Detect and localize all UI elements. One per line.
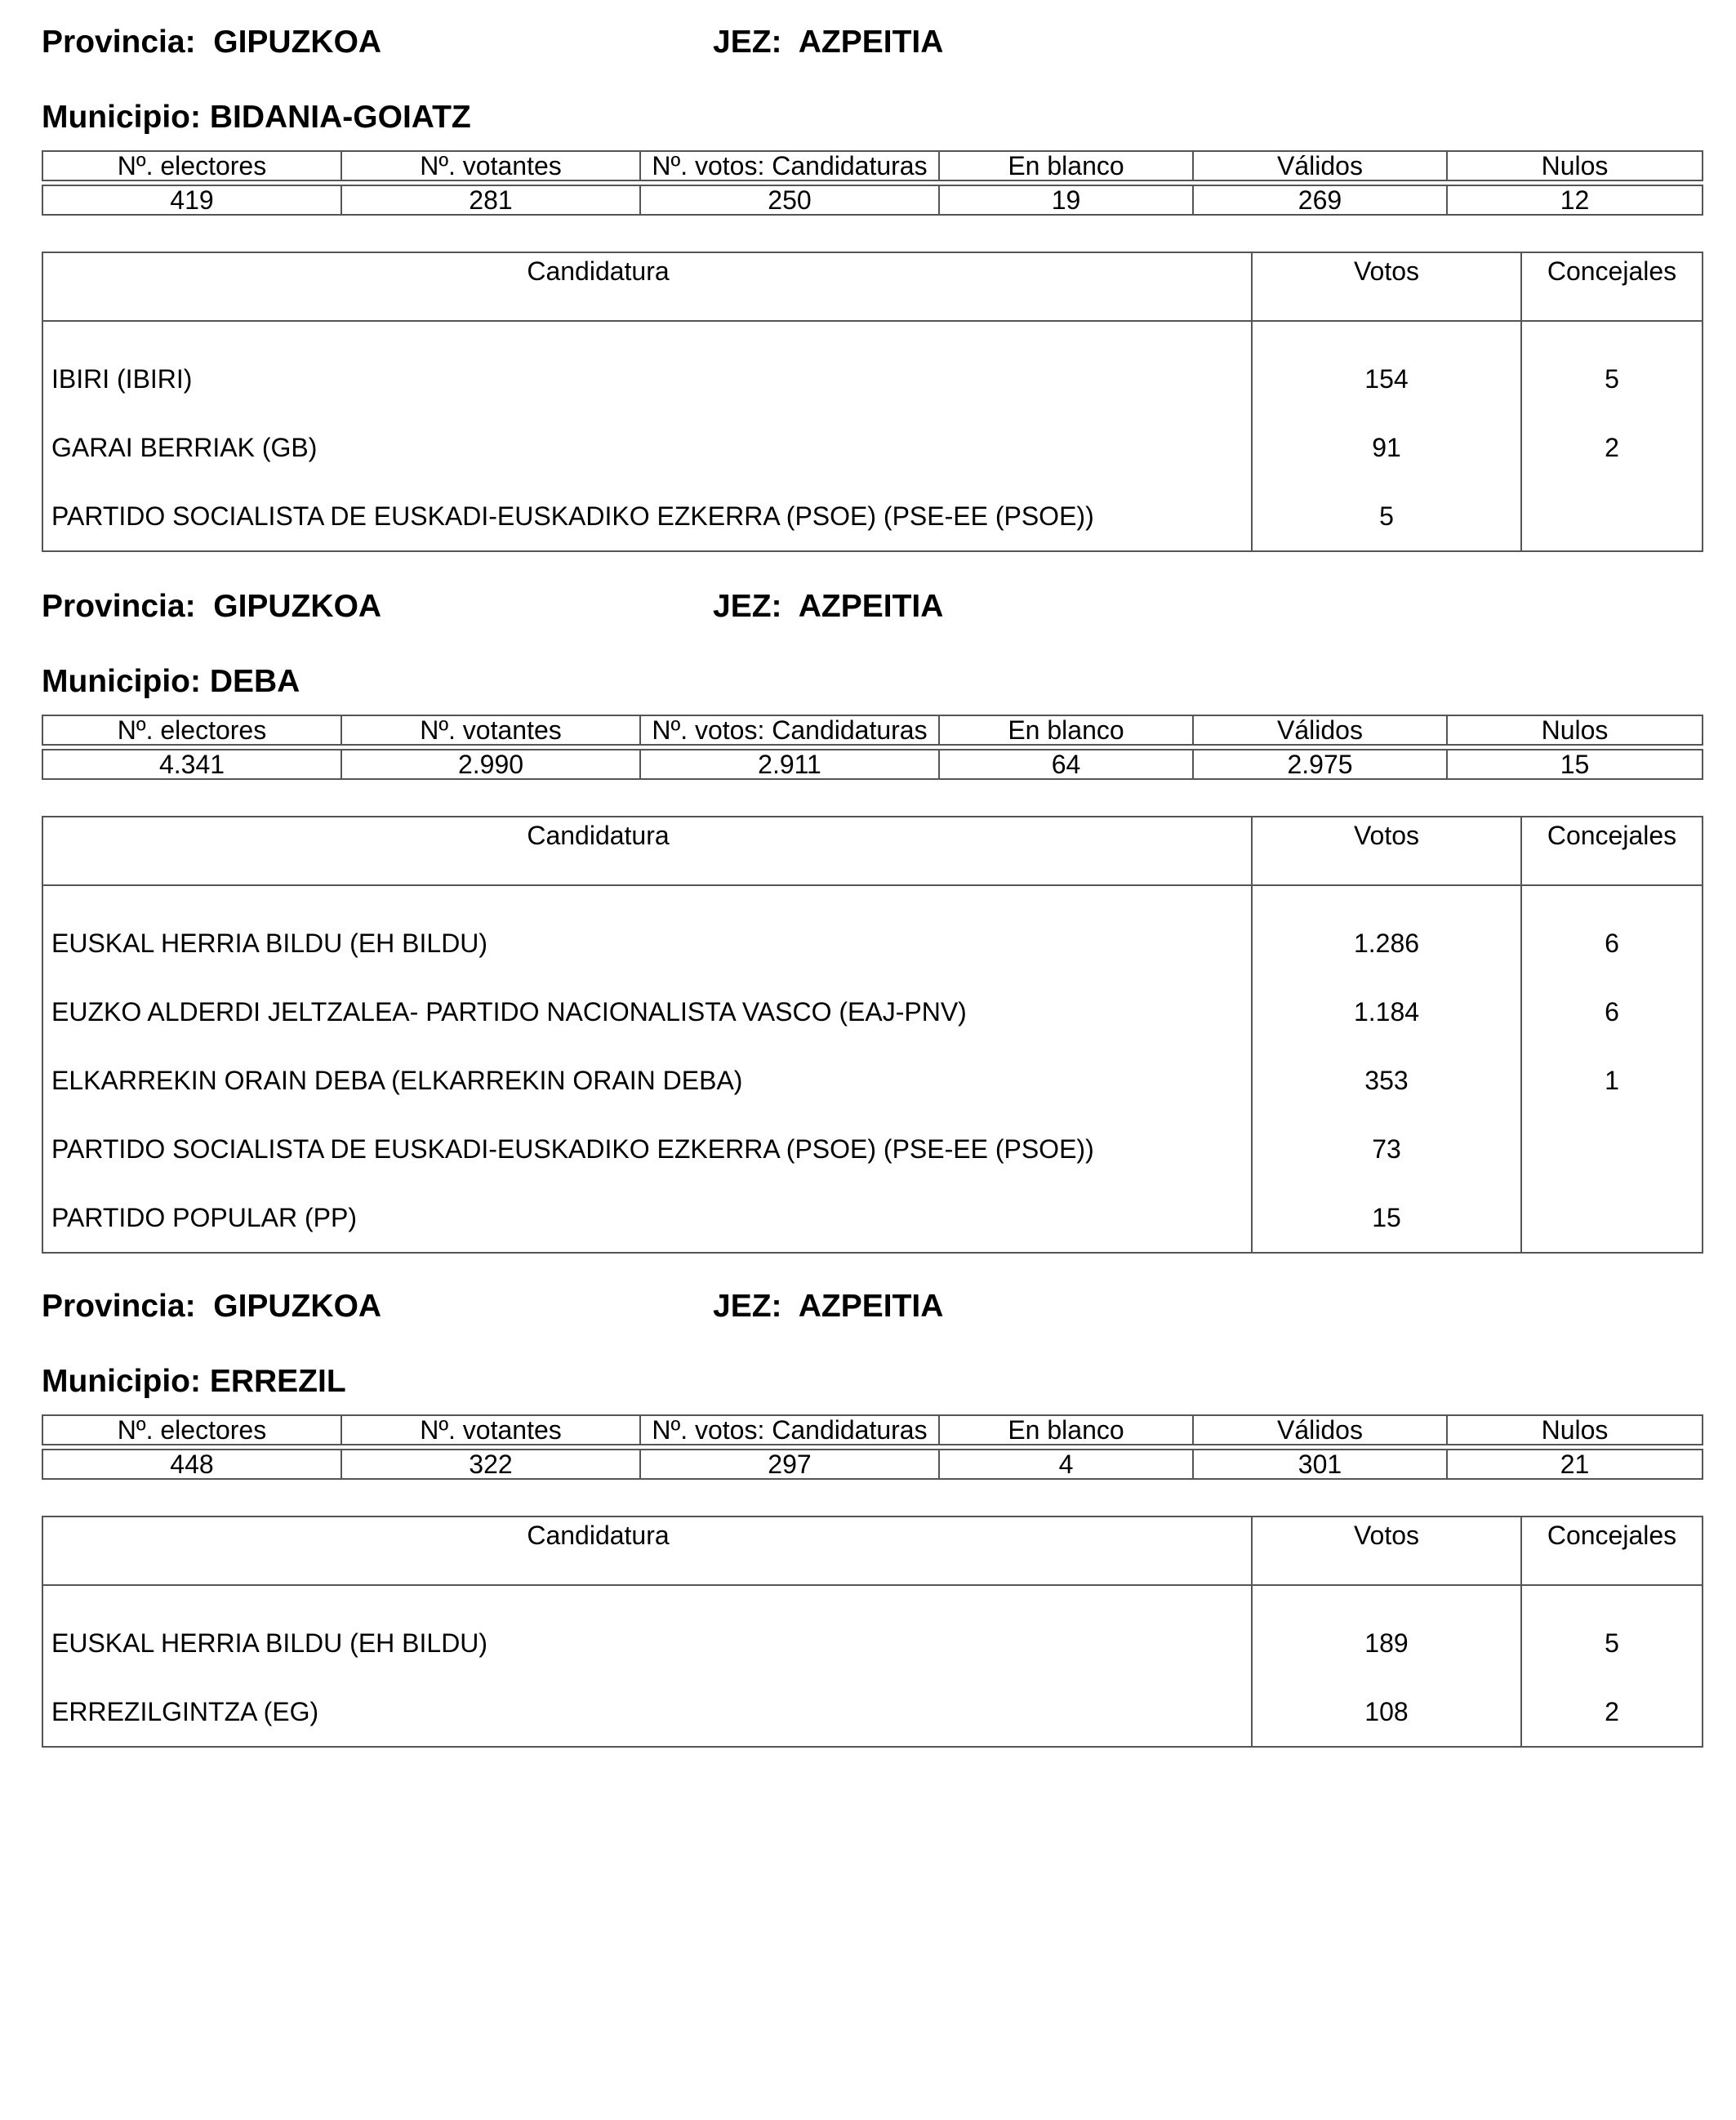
candidate-row xyxy=(42,978,1703,1046)
province-value: GIPUZKOA xyxy=(213,589,382,624)
jez-line xyxy=(713,24,943,60)
summary-header-cell: Nº. votos: Candidaturas xyxy=(640,1415,939,1445)
summary-value-cell: 2.911 xyxy=(640,750,939,779)
candidates-table xyxy=(42,816,1703,1254)
summary-value-cell: 19 xyxy=(939,185,1193,215)
summary-header-cell: Válidos xyxy=(1193,1415,1447,1445)
summary-value-row xyxy=(42,750,1703,779)
jez-line xyxy=(713,1289,943,1325)
candidate-seats: 2 xyxy=(1521,1677,1703,1747)
candidate-seats: 2 xyxy=(1521,413,1703,482)
province-line xyxy=(42,589,381,625)
summary-header-cell: Nº. electores xyxy=(42,1415,341,1445)
candidate-name: EUSKAL HERRIA BILDU (EH BILDU) xyxy=(42,909,1252,978)
summary-value-cell: 2.975 xyxy=(1193,750,1447,779)
province-header xyxy=(42,24,1702,73)
candidate-row xyxy=(42,1046,1703,1115)
summary-table xyxy=(42,150,1703,216)
candidatura-header: Candidatura xyxy=(42,252,1252,321)
candidate-name: GARAI BERRIAK (GB) xyxy=(42,413,1252,482)
candidate-votes: 91 xyxy=(1252,413,1521,482)
jez-value: AZPEITIA xyxy=(798,1289,944,1324)
candidate-name: PARTIDO SOCIALISTA DE EUSKADI-EUSKADIKO EZKERRA (PSOE) (PSE-EE (PSOE)) xyxy=(42,1115,1252,1183)
candidate-name: IBIRI (IBIRI) xyxy=(42,345,1252,413)
candidate-votes: 108 xyxy=(1252,1677,1521,1747)
candidate-votes: 1.184 xyxy=(1252,978,1521,1046)
summary-value-cell: 448 xyxy=(42,1450,341,1479)
province-line xyxy=(42,24,381,60)
summary-header-cell: Nulos xyxy=(1447,151,1703,180)
summary-value-cell: 64 xyxy=(939,750,1193,779)
concejales-header: Concejales xyxy=(1521,817,1703,885)
province-label: Provincia: xyxy=(42,24,196,60)
candidatura-header: Candidatura xyxy=(42,817,1252,885)
candidates-header-row xyxy=(42,1517,1703,1585)
province-label: Provincia: xyxy=(42,589,196,624)
candidate-seats: 6 xyxy=(1521,978,1703,1046)
jez-value: AZPEITIA xyxy=(798,24,944,60)
municipality-label: Municipio: xyxy=(42,664,201,699)
municipality-value: BIDANIA-GOIATZ xyxy=(209,100,471,135)
candidate-row xyxy=(42,482,1703,551)
municipality-label: Municipio: xyxy=(42,100,201,135)
candidate-row xyxy=(42,1115,1703,1183)
candidate-seats: 1 xyxy=(1521,1046,1703,1115)
summary-header-cell: En blanco xyxy=(939,1415,1193,1445)
summary-value-row xyxy=(42,1450,1703,1479)
candidate-name: PARTIDO SOCIALISTA DE EUSKADI-EUSKADIKO EZKERRA (PSOE) (PSE-EE (PSOE)) xyxy=(42,482,1252,551)
province-value: GIPUZKOA xyxy=(213,24,382,60)
province-header xyxy=(42,1289,1702,1338)
candidate-votes: 73 xyxy=(1252,1115,1521,1183)
province-line xyxy=(42,1289,381,1325)
candidate-seats xyxy=(1521,1115,1703,1183)
candidate-votes: 154 xyxy=(1252,345,1521,413)
candidate-votes: 189 xyxy=(1252,1609,1521,1677)
candidates-header-row xyxy=(42,817,1703,885)
summary-header-row xyxy=(42,1415,1703,1445)
candidate-votes: 15 xyxy=(1252,1183,1521,1253)
candidate-votes: 1.286 xyxy=(1252,909,1521,978)
candidate-name: ERREZILGINTZA (EG) xyxy=(42,1677,1252,1747)
candidate-votes: 5 xyxy=(1252,482,1521,551)
jez-label: JEZ: xyxy=(713,24,782,60)
candidate-seats xyxy=(1521,1183,1703,1253)
candidates-table xyxy=(42,1516,1703,1748)
summary-value-cell: 297 xyxy=(640,1450,939,1479)
summary-value-cell: 250 xyxy=(640,185,939,215)
municipality-section xyxy=(42,1289,1702,1748)
candidate-name: EUZKO ALDERDI JELTZALEA- PARTIDO NACIONALISTA VASCO (EAJ-PNV) xyxy=(42,978,1252,1046)
province-header xyxy=(42,589,1702,638)
candidate-seats xyxy=(1521,482,1703,551)
municipality-section xyxy=(42,589,1702,1254)
summary-value-cell: 12 xyxy=(1447,185,1703,215)
summary-value-cell: 419 xyxy=(42,185,341,215)
summary-value-cell: 269 xyxy=(1193,185,1447,215)
summary-value-cell: 21 xyxy=(1447,1450,1703,1479)
summary-header-row xyxy=(42,715,1703,745)
summary-value-cell: 4.341 xyxy=(42,750,341,779)
votos-header: Votos xyxy=(1252,252,1521,321)
summary-value-cell: 281 xyxy=(341,185,640,215)
jez-value: AZPEITIA xyxy=(798,589,944,624)
jez-label: JEZ: xyxy=(713,589,782,624)
summary-value-cell: 322 xyxy=(341,1450,640,1479)
summary-header-cell: Nº. electores xyxy=(42,715,341,745)
province-label: Provincia: xyxy=(42,1289,196,1324)
candidate-seats: 5 xyxy=(1521,345,1703,413)
summary-header-cell: En blanco xyxy=(939,715,1193,745)
candidate-row xyxy=(42,1609,1703,1677)
summary-table xyxy=(42,1414,1703,1480)
summary-value-cell: 15 xyxy=(1447,750,1703,779)
summary-header-cell: Nulos xyxy=(1447,715,1703,745)
summary-header-cell: Nº. votos: Candidaturas xyxy=(640,151,939,180)
candidate-name: PARTIDO POPULAR (PP) xyxy=(42,1183,1252,1253)
candidate-row xyxy=(42,413,1703,482)
summary-value-row xyxy=(42,185,1703,215)
candidates-header-row xyxy=(42,252,1703,321)
candidatura-header: Candidatura xyxy=(42,1517,1252,1585)
candidate-votes: 353 xyxy=(1252,1046,1521,1115)
candidate-row xyxy=(42,909,1703,978)
province-value: GIPUZKOA xyxy=(213,1289,382,1324)
candidate-seats: 5 xyxy=(1521,1609,1703,1677)
municipality-title xyxy=(42,664,1702,713)
summary-header-row xyxy=(42,151,1703,180)
summary-header-cell: Nº. votantes xyxy=(341,151,640,180)
summary-header-cell: Válidos xyxy=(1193,151,1447,180)
summary-header-cell: Nº. votantes xyxy=(341,715,640,745)
municipality-label: Municipio: xyxy=(42,1364,201,1399)
votos-header: Votos xyxy=(1252,817,1521,885)
candidates-table xyxy=(42,252,1703,552)
summary-header-cell: Nº. electores xyxy=(42,151,341,180)
summary-header-cell: Nulos xyxy=(1447,1415,1703,1445)
candidate-row xyxy=(42,1677,1703,1747)
summary-header-cell: Nº. votantes xyxy=(341,1415,640,1445)
candidate-name: EUSKAL HERRIA BILDU (EH BILDU) xyxy=(42,1609,1252,1677)
candidate-row xyxy=(42,345,1703,413)
votos-header: Votos xyxy=(1252,1517,1521,1585)
concejales-header: Concejales xyxy=(1521,1517,1703,1585)
summary-table xyxy=(42,715,1703,780)
summary-header-cell: En blanco xyxy=(939,151,1193,180)
municipality-value: ERREZIL xyxy=(209,1364,346,1399)
candidate-seats: 6 xyxy=(1521,909,1703,978)
municipality-title xyxy=(42,1364,1702,1413)
concejales-header: Concejales xyxy=(1521,252,1703,321)
municipality-title xyxy=(42,100,1702,149)
summary-value-cell: 2.990 xyxy=(341,750,640,779)
candidate-row xyxy=(42,1183,1703,1253)
summary-value-cell: 4 xyxy=(939,1450,1193,1479)
candidate-name: ELKARREKIN ORAIN DEBA (ELKARREKIN ORAIN DEBA) xyxy=(42,1046,1252,1115)
municipality-value: DEBA xyxy=(209,664,300,699)
municipality-section xyxy=(42,24,1702,552)
jez-line xyxy=(713,589,943,625)
summary-header-cell: Válidos xyxy=(1193,715,1447,745)
jez-label: JEZ: xyxy=(713,1289,782,1324)
summary-header-cell: Nº. votos: Candidaturas xyxy=(640,715,939,745)
summary-value-cell: 301 xyxy=(1193,1450,1447,1479)
